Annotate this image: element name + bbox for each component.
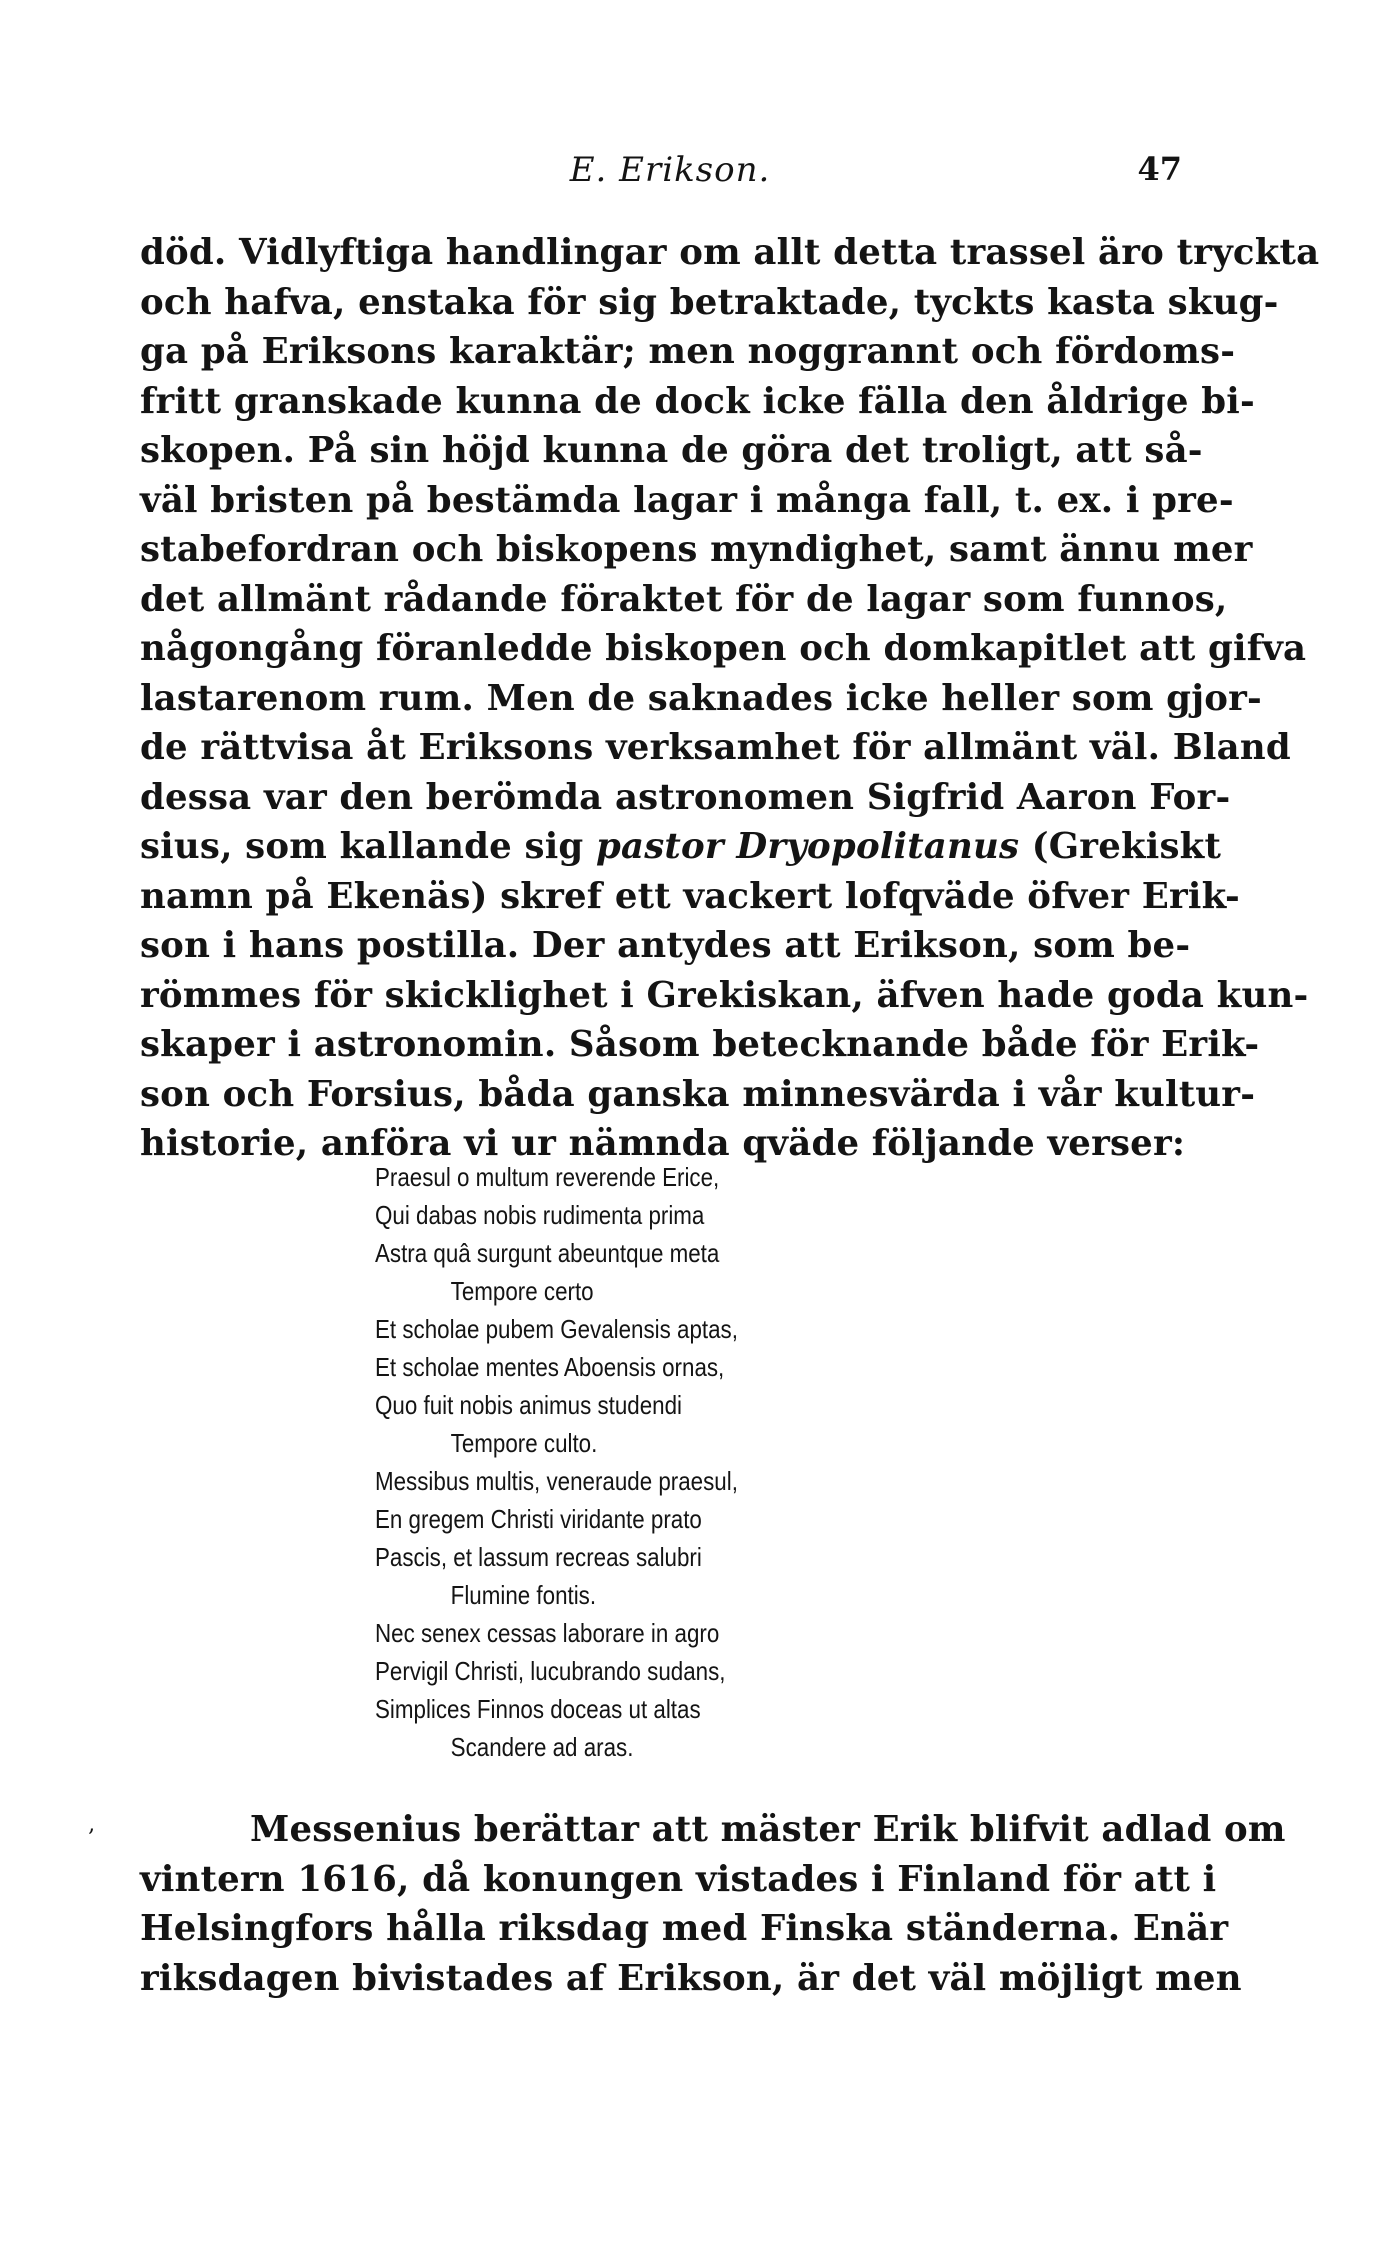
- text-line: stabefordran och biskopens myndighet, samt ännu mer: [140, 529, 1253, 570]
- text-segment: sius, som kallande sig: [140, 826, 584, 867]
- verse-line: Pervigil Christi, lucubrando sudans,: [375, 1656, 726, 1686]
- verse-line: Simplices Finnos doceas ut altas: [375, 1694, 701, 1724]
- text-line: römmes för skicklighet i Grekiskan, äfven hade goda kun-: [140, 974, 1309, 1016]
- text-line: skopen. På sin höjd kunna de göra det troligt, att så-: [140, 430, 1203, 471]
- text-line-with-italic: [140, 822, 1222, 872]
- text-line: det allmänt rådande föraktet för de lagar som funnos,: [140, 578, 1228, 620]
- verse-line: Praesul o multum reverende Erice,: [375, 1162, 720, 1192]
- verse-line: Pascis, et lassum recreas salubri: [375, 1542, 702, 1572]
- text-line: väl bristen på bestämda lagar i många fall, t. ex. i pre-: [140, 479, 1234, 521]
- running-title: E. Erikson.: [569, 150, 771, 190]
- text-line: död. Vidlyftiga handlingar om allt detta trassel äro tryckta: [140, 232, 1320, 273]
- verse-line: Nec senex cessas laborare in agro: [375, 1618, 720, 1648]
- text-line: historie, anföra vi ur nämnda qväde följande verser:: [140, 1123, 1186, 1164]
- text-line: de rättvisa åt Eriksons verksamhet för allmänt väl. Bland: [140, 727, 1291, 768]
- latin-verse: [375, 1158, 738, 1766]
- paragraph-2: [140, 1805, 1286, 2003]
- text-line: och hafva, enstaka för sig betraktade, tyckts kasta skug-: [140, 281, 1279, 323]
- verse-line: Tempore certo: [450, 1276, 594, 1306]
- text-segment: (Grekiskt: [1031, 826, 1222, 867]
- verse-line: En gregem Christi viridante prato: [375, 1504, 702, 1534]
- paragraph-1: [140, 228, 1320, 1169]
- verse-line: Tempore culto.: [450, 1428, 598, 1458]
- margin-mark: ‚: [88, 1812, 95, 1837]
- text-line: vintern 1616, då konungen vistades i Finland för att i: [140, 1858, 1217, 1900]
- verse-line: Astra quâ surgunt abeuntque meta: [375, 1238, 720, 1268]
- verse-line: Flumine fontis.: [450, 1580, 597, 1610]
- text-line: fritt granskade kunna de dock icke fälla den åldrige bi-: [140, 380, 1255, 422]
- page-header: [140, 150, 1200, 200]
- text-line: namn på Ekenäs) skref ett vackert lofqväde öfver Erik-: [140, 875, 1240, 917]
- text-line: Messenius berättar att mäster Erik blifvit adlad om: [250, 1809, 1286, 1850]
- italic-phrase: pastor Dryopolitanus: [595, 826, 1020, 867]
- verse-line: Scandere ad aras.: [450, 1732, 634, 1762]
- text-line: son i hans postilla. Der antydes att Erikson, som be-: [140, 925, 1191, 966]
- text-line: riksdagen bivistades af Erikson, är det väl möjligt men: [140, 1957, 1242, 1999]
- verse-line: Qui dabas nobis rudimenta prima: [375, 1200, 705, 1230]
- verse-line: Messibus multis, veneraude praesul,: [375, 1466, 738, 1496]
- text-line: ga på Eriksons karaktär; men noggrannt och fördoms-: [140, 331, 1236, 372]
- text-line: son och Forsius, båda ganska minnesvärda i vår kultur-: [140, 1073, 1256, 1115]
- text-line: Helsingfors hålla riksdag med Finska ständerna. Enär: [140, 1908, 1229, 1949]
- verse-line: Et scholae pubem Gevalensis aptas,: [375, 1314, 738, 1344]
- text-line: någongång föranledde biskopen och domkapitlet att gifva: [140, 628, 1307, 669]
- page-number: 47: [1137, 150, 1182, 188]
- text-line: dessa var den berömda astronomen Sigfrid Aaron For-: [140, 776, 1231, 818]
- verse-line: Et scholae mentes Aboensis ornas,: [375, 1352, 725, 1382]
- verse-line: Quo fuit nobis animus studendi: [375, 1390, 683, 1420]
- text-line: skaper i astronomin. Såsom betecknande både för Erik-: [140, 1024, 1260, 1065]
- text-line: lastarenom rum. Men de saknades icke heller som gjor-: [140, 677, 1262, 719]
